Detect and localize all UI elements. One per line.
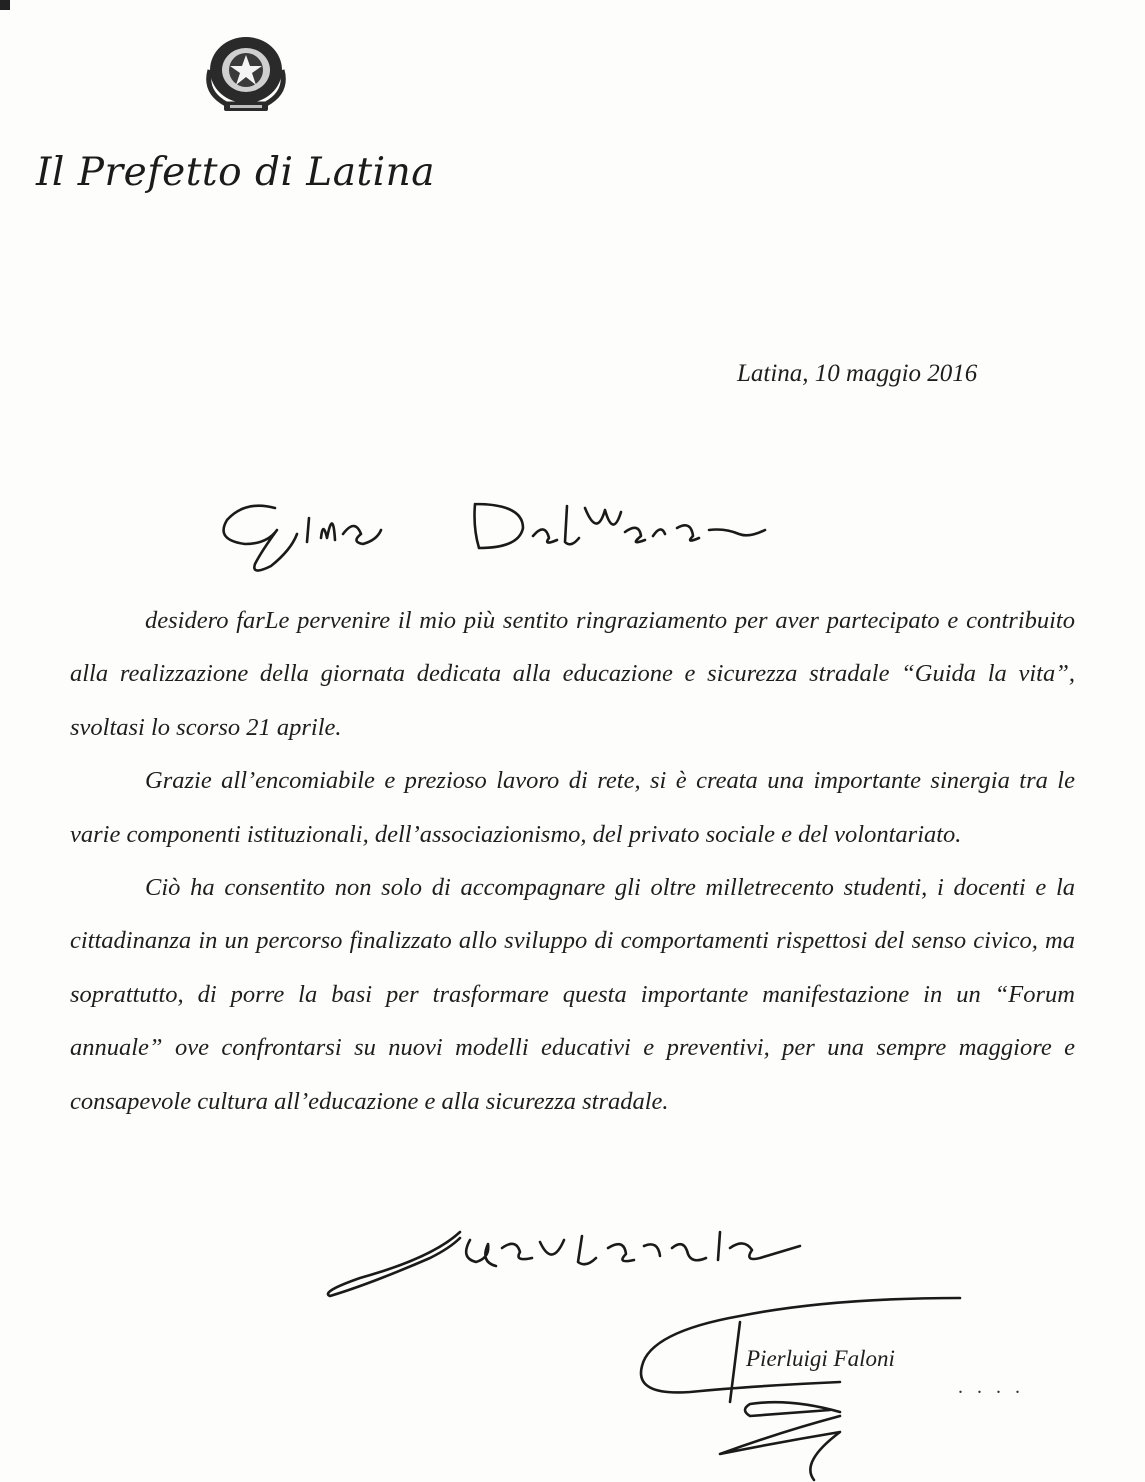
letterhead-title: Il Prefetto di Latina bbox=[36, 150, 435, 195]
italian-republic-emblem-icon bbox=[196, 30, 296, 116]
signature-flourish bbox=[630, 1292, 970, 1482]
signer-name: Pierluigi Faloni bbox=[746, 1346, 895, 1371]
paragraph-1: desidero farLe pervenire il mio più sentito ringraziamento per aver partecipato e contribuito alla realizzazione della giornata dedicata alla educazione e sicurezza stradale “Guida la vita”, svoltasi lo scorso 21 aprile. bbox=[70, 607, 1075, 741]
paragraph-3: Ciò ha consentito non solo di accompagnare gli oltre milletrecento studenti, i docenti e la cittadinanza in un percorso finalizzato allo sviluppo di comportamenti rispettosi del senso civico, ma soprattutto, di porre la basi per trasformare questa importante manifestazione in un “Forum annuale” ove confrontarsi su nuovi modelli educativi e preventivi, per una sempre maggiore e consapevole cultura all’educazione e alla sicurezza stradale. bbox=[70, 874, 1075, 1115]
date-line: Latina, 10 maggio 2016 bbox=[737, 360, 978, 387]
handwritten-salutation bbox=[205, 478, 785, 578]
signature-trail-dots: .... bbox=[958, 1376, 1034, 1398]
paragraph-2: Grazie all’encomiabile e prezioso lavoro di rete, si è creata una importante sinergia tra le varie componenti istituzionali, dell’associazionismo, del privato sociale e del volontariato. bbox=[70, 767, 1075, 848]
scan-corner-mark bbox=[0, 0, 10, 10]
letter-body bbox=[70, 594, 1075, 1128]
